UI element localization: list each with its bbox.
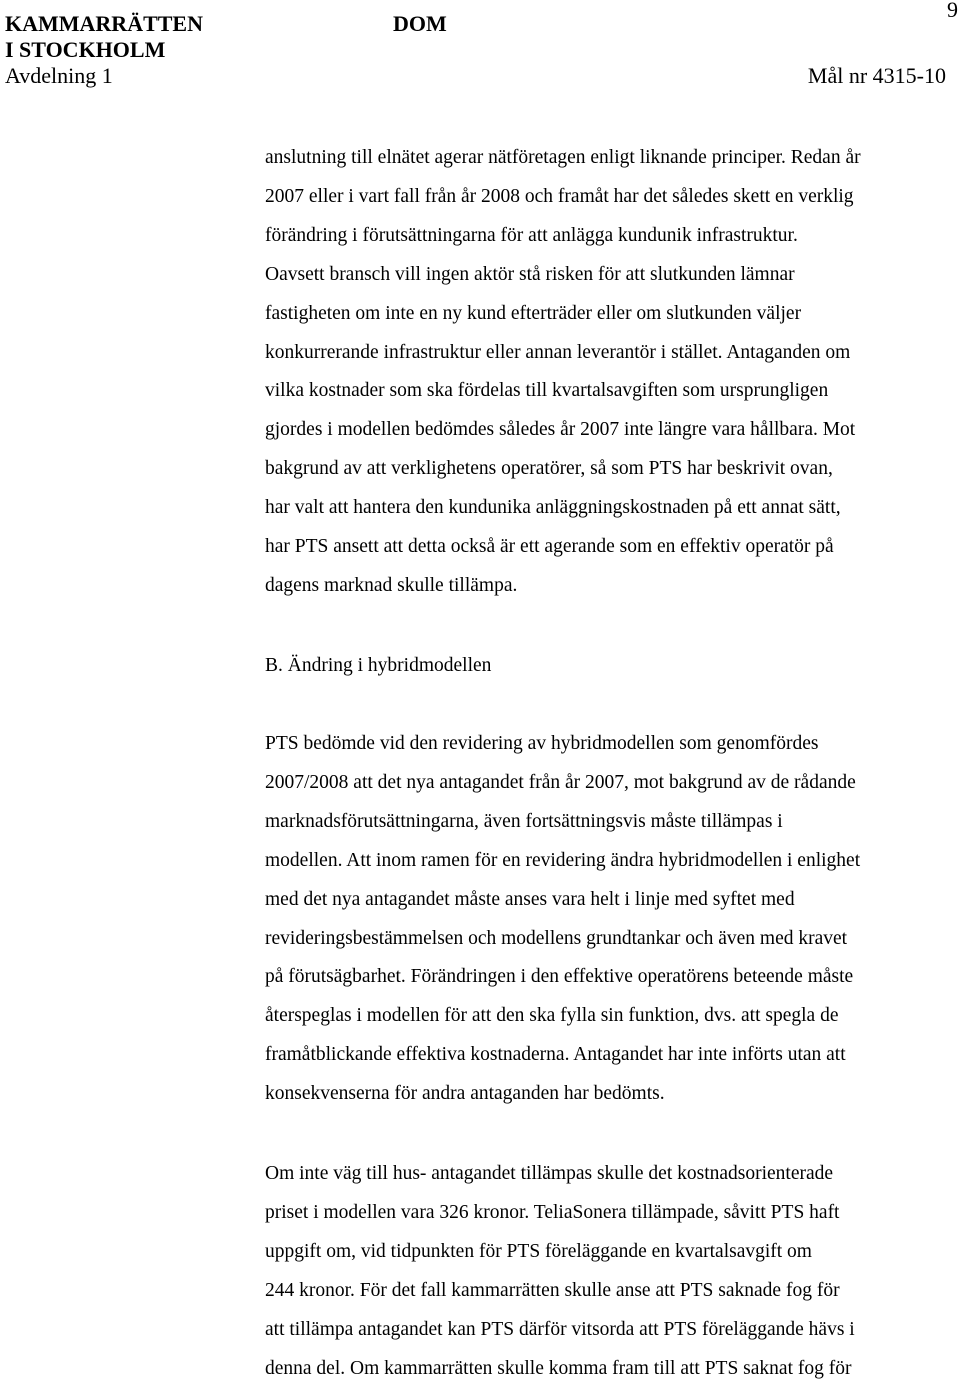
paragraph-3 xyxy=(265,1155,960,1388)
text-line: har PTS ansett att detta också är ett agerande som en effektiv operatör på xyxy=(265,536,834,558)
text-line: Oavsett bransch vill ingen aktör stå risken för att slutkunden lämnar xyxy=(265,263,795,285)
text-line: 244 kronor. För det fall kammarrätten skulle anse att PTS saknade fog för xyxy=(265,1279,840,1301)
text-line: fastigheten om inte en ny kund efterträder eller om slutkunden väljer xyxy=(265,302,802,324)
text-line: anslutning till elnätet agerar nätföretagen enligt liknande principer. Redan år xyxy=(265,147,861,168)
text-line: att tillämpa antagandet kan PTS därför vitsorda att PTS föreläggande hävs i xyxy=(265,1318,855,1340)
text-line: 2007 eller i vart fall från år 2008 och framåt har det således skett en verklig xyxy=(265,185,854,207)
text-line: marknadsförutsättningarna, även fortsättningsvis måste tillämpas i xyxy=(265,810,783,832)
paragraph-1 xyxy=(265,139,960,606)
text-line: PTS bedömde vid den revidering av hybridmodellen som genomfördes xyxy=(265,733,819,754)
text-line: med det nya antagandet måste anses vara helt i linje med syftet med xyxy=(265,888,795,910)
text-line: förändring i förutsättningarna för att anlägga kundunik infrastruktur. xyxy=(265,224,798,246)
paragraph-2 xyxy=(265,725,960,1114)
text-line: bakgrund av att verklighetens operatörer, så som PTS har beskrivit ovan, xyxy=(265,458,833,480)
text-line: 2007/2008 att det nya antagandet från år 2007, mot bakgrund av de rådande xyxy=(265,771,856,793)
text-line: vilka kostnader som ska fördelas till kvartalsavgiften som ursprungligen xyxy=(265,380,829,402)
text-line: gjordes i modellen bedömdes således år 2007 inte längre vara hållbara. Mot xyxy=(265,419,856,441)
section-heading-text: B. Ändring i hybridmodellen xyxy=(265,655,492,676)
text-line: på förutsägbarhet. Förändringen i den effektive operatörens beteende måste xyxy=(265,966,854,988)
text-line: återspeglas i modellen för att den ska fylla sin funktion, dvs. att spegla de xyxy=(265,1005,839,1027)
text-line: Om inte väg till hus- antagandet tillämpas skulle det kostnadsorienterade xyxy=(265,1163,834,1184)
text-line: modellen. Att inom ramen för en revidering ändra hybridmodellen i enlighet xyxy=(265,849,861,871)
text-line: konkurrerande infrastruktur eller annan leverantör i stället. Antaganden om xyxy=(265,341,851,363)
court-name-line1: KAMMARRÄTTEN xyxy=(5,11,203,36)
text-line: priset i modellen vara 326 kronor. TeliaSonera tillämpade, såvitt PTS haft xyxy=(265,1201,840,1223)
text-line: revideringsbestämmelsen och modellens grundtankar och även med kravet xyxy=(265,927,848,949)
text-line: konsekvenserna för andra antaganden har bedömts. xyxy=(265,1083,665,1105)
text-line: denna del. Om kammarrätten skulle komma fram till att PTS saknat fog för xyxy=(265,1357,852,1379)
document-type: DOM xyxy=(393,11,447,36)
text-line: uppgift om, vid tidpunkten för PTS föreläggande en kvartalsavgift om xyxy=(265,1240,812,1262)
section-heading xyxy=(265,647,960,686)
text-line: framåtblickande effektiva kostnaderna. Antagandet har inte införts utan att xyxy=(265,1044,846,1066)
division-label: Avdelning 1 xyxy=(5,63,113,88)
court-name-line2: I STOCKHOLM xyxy=(5,37,166,62)
case-number: Mål nr 4315-10 xyxy=(807,63,946,88)
page-number: 9 xyxy=(947,0,958,22)
text-line: har valt att hantera den kundunika anläggningskostnaden på ett annat sätt, xyxy=(265,497,841,519)
text-line: dagens marknad skulle tillämpa. xyxy=(265,574,518,596)
